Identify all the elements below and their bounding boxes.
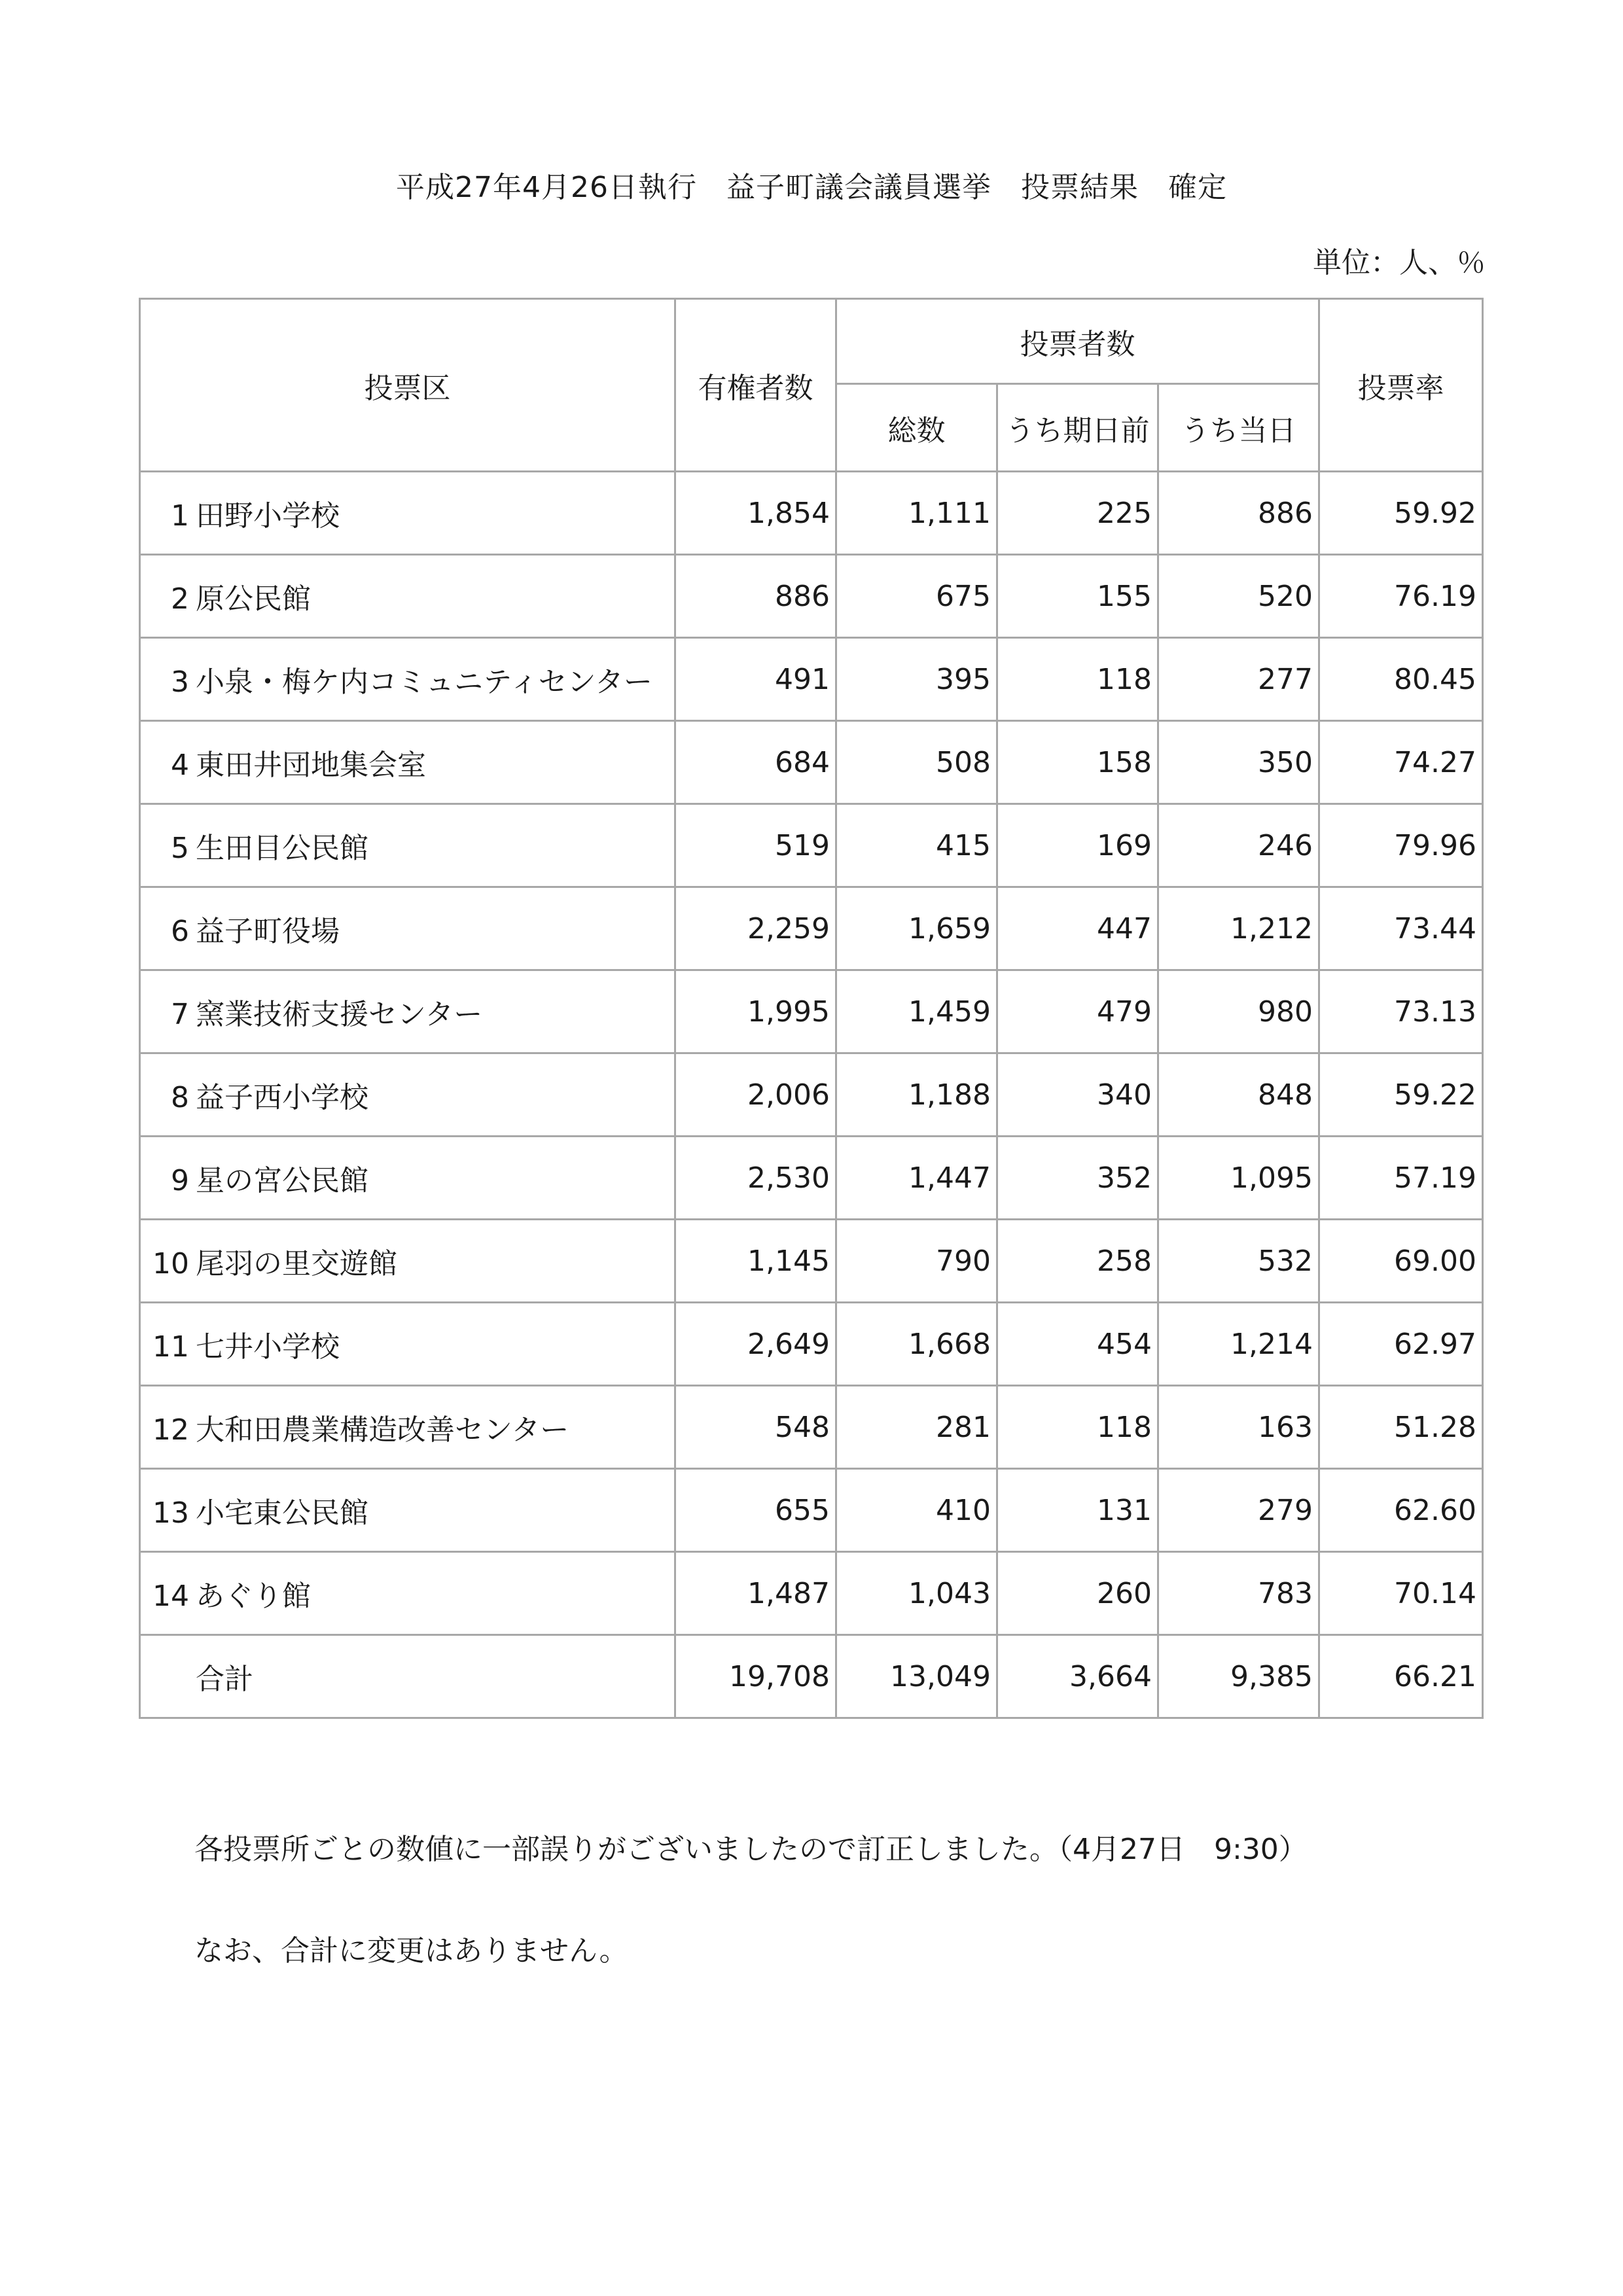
early-cell: 260 [997,1552,1158,1635]
total-cell: 508 [836,721,997,804]
total-cell: 1,043 [836,1552,997,1635]
early-cell: 479 [997,970,1158,1053]
unchanged-note: なお、合計に変更はありません。 [194,1934,628,1968]
table-row [140,555,1483,638]
district-name: 生田目公民館 [196,832,368,865]
total-cell: 1,659 [836,887,997,970]
sameday-cell: 350 [1158,721,1319,804]
district-cell [140,1469,675,1552]
header-rate: 投票率 [1319,299,1483,472]
district-name: 小宅東公民館 [196,1496,368,1530]
header-row [140,299,1483,384]
sameday-cell: 520 [1158,555,1319,638]
totals-row [140,1635,1483,1718]
totals-label-cell [140,1635,675,1718]
eligible-cell: 1,487 [675,1552,836,1635]
early-cell: 158 [997,721,1158,804]
total-cell: 1,188 [836,1053,997,1137]
early-cell: 352 [997,1137,1158,1220]
early-cell: 340 [997,1053,1158,1137]
total-eligible-cell: 19,708 [675,1635,836,1718]
district-number: 13 [152,1496,189,1530]
early-cell: 447 [997,887,1158,970]
header-early: うち期日前 [997,384,1158,472]
sameday-cell: 1,214 [1158,1303,1319,1386]
table-row [140,1220,1483,1303]
table-row [140,970,1483,1053]
early-cell: 118 [997,1386,1158,1469]
sameday-cell: 980 [1158,970,1319,1053]
header-total: 総数 [836,384,997,472]
district-name: 星の宮公民館 [196,1164,368,1197]
correction-note: 各投票所ごとの数値に一部誤りがございましたので訂正しました。（4月27日 9:30） [194,1833,1308,1866]
eligible-cell: 548 [675,1386,836,1469]
district-cell [140,887,675,970]
district-number: 12 [152,1413,189,1447]
total-cell: 790 [836,1220,997,1303]
sameday-cell: 1,212 [1158,887,1319,970]
total-early-cell: 3,664 [997,1635,1158,1718]
totals-label: 合計 [196,1663,253,1696]
rate-cell: 59.92 [1319,472,1483,555]
sameday-cell: 532 [1158,1220,1319,1303]
header-sameday: うち当日 [1158,384,1319,472]
results-table [139,298,1484,1719]
district-name: あぐり館 [196,1580,311,1613]
total-total-cell: 13,049 [836,1635,997,1718]
early-cell: 131 [997,1469,1158,1552]
early-cell: 169 [997,804,1158,887]
district-name: 原公民館 [196,582,311,616]
district-number: 10 [152,1247,189,1280]
header-district: 投票区 [140,299,675,472]
district-name: 東田井団地集会室 [196,749,426,782]
rate-cell: 62.60 [1319,1469,1483,1552]
rate-cell: 51.28 [1319,1386,1483,1469]
total-rate-cell: 66.21 [1319,1635,1483,1718]
total-cell: 410 [836,1469,997,1552]
total-cell: 675 [836,555,997,638]
eligible-cell: 2,259 [675,887,836,970]
rate-cell: 70.14 [1319,1552,1483,1635]
sameday-cell: 163 [1158,1386,1319,1469]
district-number: 6 [171,915,189,948]
total-cell: 415 [836,804,997,887]
eligible-cell: 1,145 [675,1220,836,1303]
early-cell: 155 [997,555,1158,638]
district-cell [140,638,675,721]
district-cell [140,1137,675,1220]
table-row [140,1137,1483,1220]
total-cell: 1,111 [836,472,997,555]
district-number: 3 [171,665,189,699]
district-cell [140,970,675,1053]
district-name: 小泉・梅ケ内コミュニティセンター [196,665,652,699]
early-cell: 454 [997,1303,1158,1386]
sameday-cell: 886 [1158,472,1319,555]
table-row [140,1386,1483,1469]
district-name: 尾羽の里交遊館 [196,1247,397,1280]
district-name: 益子西小学校 [196,1081,368,1114]
sameday-cell: 848 [1158,1053,1319,1137]
rate-cell: 73.13 [1319,970,1483,1053]
district-name: 益子町役場 [196,915,340,948]
rate-cell: 73.44 [1319,887,1483,970]
eligible-cell: 2,649 [675,1303,836,1386]
unit-label: 単位：人、％ [1313,246,1486,279]
sameday-cell: 246 [1158,804,1319,887]
district-number: 1 [171,499,189,533]
total-cell: 1,668 [836,1303,997,1386]
district-number: 7 [171,998,189,1031]
rate-cell: 74.27 [1319,721,1483,804]
early-cell: 225 [997,472,1158,555]
early-cell: 118 [997,638,1158,721]
total-sameday-cell: 9,385 [1158,1635,1319,1718]
eligible-cell: 655 [675,1469,836,1552]
rate-cell: 57.19 [1319,1137,1483,1220]
district-cell [140,1053,675,1137]
district-name: 七井小学校 [196,1330,340,1364]
eligible-cell: 1,995 [675,970,836,1053]
rate-cell: 76.19 [1319,555,1483,638]
district-name: 田野小学校 [196,499,340,533]
table-row [140,638,1483,721]
district-cell [140,1220,675,1303]
district-cell [140,472,675,555]
eligible-cell: 886 [675,555,836,638]
header-eligible: 有権者数 [675,299,836,472]
rate-cell: 80.45 [1319,638,1483,721]
district-name: 大和田農業構造改善センター [196,1413,569,1447]
district-number: 9 [171,1164,189,1197]
eligible-cell: 519 [675,804,836,887]
header-voters: 投票者数 [836,299,1319,384]
total-cell: 281 [836,1386,997,1469]
page-title: 平成27年4月26日執行 益子町議会議員選挙 投票結果 確定 [396,171,1227,204]
district-cell [140,1303,675,1386]
district-cell [140,1386,675,1469]
rate-cell: 79.96 [1319,804,1483,887]
district-number: 14 [152,1580,189,1613]
sameday-cell: 277 [1158,638,1319,721]
rate-cell: 69.00 [1319,1220,1483,1303]
rate-cell: 62.97 [1319,1303,1483,1386]
district-number: 5 [171,832,189,865]
district-cell [140,721,675,804]
district-number: 8 [171,1081,189,1114]
table-row [140,721,1483,804]
eligible-cell: 2,006 [675,1053,836,1137]
table-row [140,1053,1483,1137]
sameday-cell: 783 [1158,1552,1319,1635]
eligible-cell: 2,530 [675,1137,836,1220]
district-cell [140,804,675,887]
table-row [140,1303,1483,1386]
rate-cell: 59.22 [1319,1053,1483,1137]
table-row [140,887,1483,970]
table-row [140,804,1483,887]
table-row [140,472,1483,555]
district-number: 11 [152,1330,189,1364]
district-name: 窯業技術支援センター [196,998,483,1031]
table-row [140,1552,1483,1635]
total-cell: 1,447 [836,1137,997,1220]
sameday-cell: 279 [1158,1469,1319,1552]
total-cell: 1,459 [836,970,997,1053]
table-body [140,472,1483,1718]
eligible-cell: 1,854 [675,472,836,555]
district-number: 2 [171,582,189,616]
eligible-cell: 684 [675,721,836,804]
table-row [140,1469,1483,1552]
district-cell [140,555,675,638]
total-cell: 395 [836,638,997,721]
eligible-cell: 491 [675,638,836,721]
early-cell: 258 [997,1220,1158,1303]
sameday-cell: 1,095 [1158,1137,1319,1220]
district-cell [140,1552,675,1635]
district-number: 4 [171,749,189,782]
